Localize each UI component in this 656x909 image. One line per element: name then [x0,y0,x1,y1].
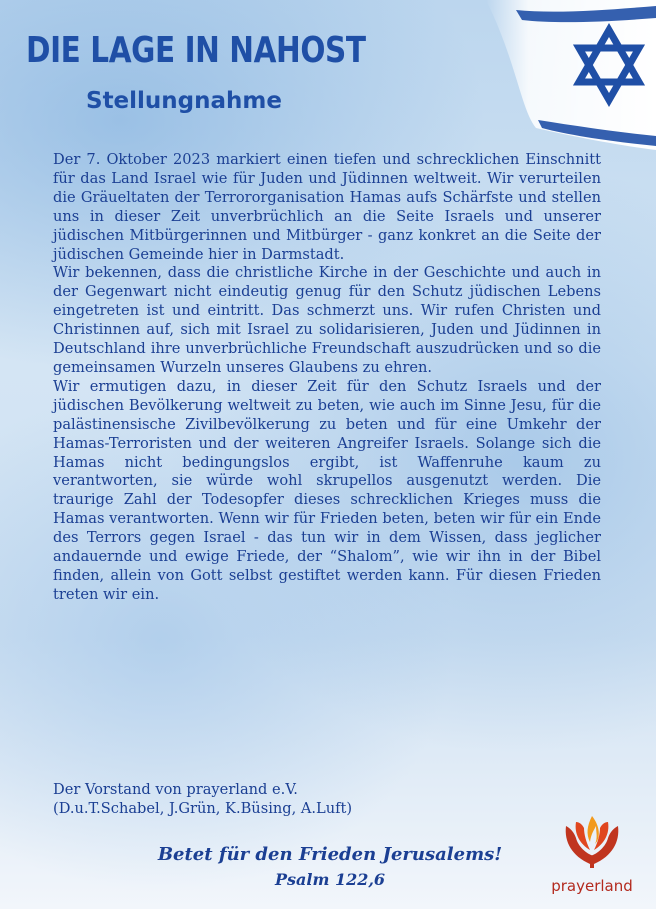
flame-hands-icon [560,812,624,870]
logo-wordmark: prayerland [551,877,633,895]
signature-names: (D.u.T.Schabel, J.Grün, K.Büsing, A.Luft) [53,800,353,817]
paragraph-3: Wir ermutigen dazu, in dieser Zeit für den Schutz Israels und der jüdischen Bevölkerung weltweit zu beten, wie auch im Sinne Jesu, für die palästinensische Zivilbevölkerung zu beten und für eine Umkehr der Hamas-Terroristen und der weiteren Angreifer Israels. Solange sich die Hamas nicht bedingungslos ergibt, ist Waffenruhe kaum zu verantworten, sie würde wohl skrupellos ausgenutzt werden. Die traurige Zahl der Todesopfer dieses schrecklichen Krieges muss die Hamas verantworten. Wenn wir für Frieden beten, beten wir für ein Ende des Terrors gegen Israel - das tun wir in dem Wissen, dass jeglicher andauernde und ewige Friede, der “Shalom”, wie wir ihn in der Bibel finden, allein von Gott selbst gestiftet werden kann. Für diesen Frieden treten wir ein. [53,377,601,603]
israel-flag [476,0,656,150]
page-subtitle: Stellungnahme [86,88,282,114]
signature-organization: Der Vorstand von prayerland e.V. [53,781,298,798]
statement-body [53,151,601,605]
prayerland-logo [546,812,638,895]
closing-call: Betet für den Frieden Jerusalems! [157,844,503,865]
closing-verse [120,843,540,893]
page-title: DIE LAGE IN NAHOST [26,30,366,71]
signature [53,780,573,818]
paragraph-1: Der 7. Oktober 2023 markiert einen tiefen und schrecklichen Einschnitt für das Land Israel wie für Juden und Jüdinnen weltweit. Wir verurteilen die Gräueltaten der Terrororganisation Hamas aufs Schärfste und stellen uns in dieser Zeit unverbrüchlich an die Seite Israels und unserer jüdischen Mitbürgerinnen und Mitbürger - ganz konkret an die Seite der jüdischen Gemeinde hier in Darmstadt. [53,151,601,263]
paragraph-2: Wir bekennen, dass die christliche Kirche in der Geschichte und auch in der Gegenwart nicht eindeutig genug für den Schutz jüdischen Lebens eingetreten ist und eintritt. Das schmerzt uns. Wir rufen Christen und Christinnen auf, sich mit Israel zu solidarisieren, Juden und Jüdinnen in Deutschland ihre unverbrüchliche Freundschaft auszudrücken und so die gemeinsamen Wurzeln unseres Glaubens zu ehren. [53,264,601,376]
bible-reference: Psalm 122,6 [274,870,386,889]
